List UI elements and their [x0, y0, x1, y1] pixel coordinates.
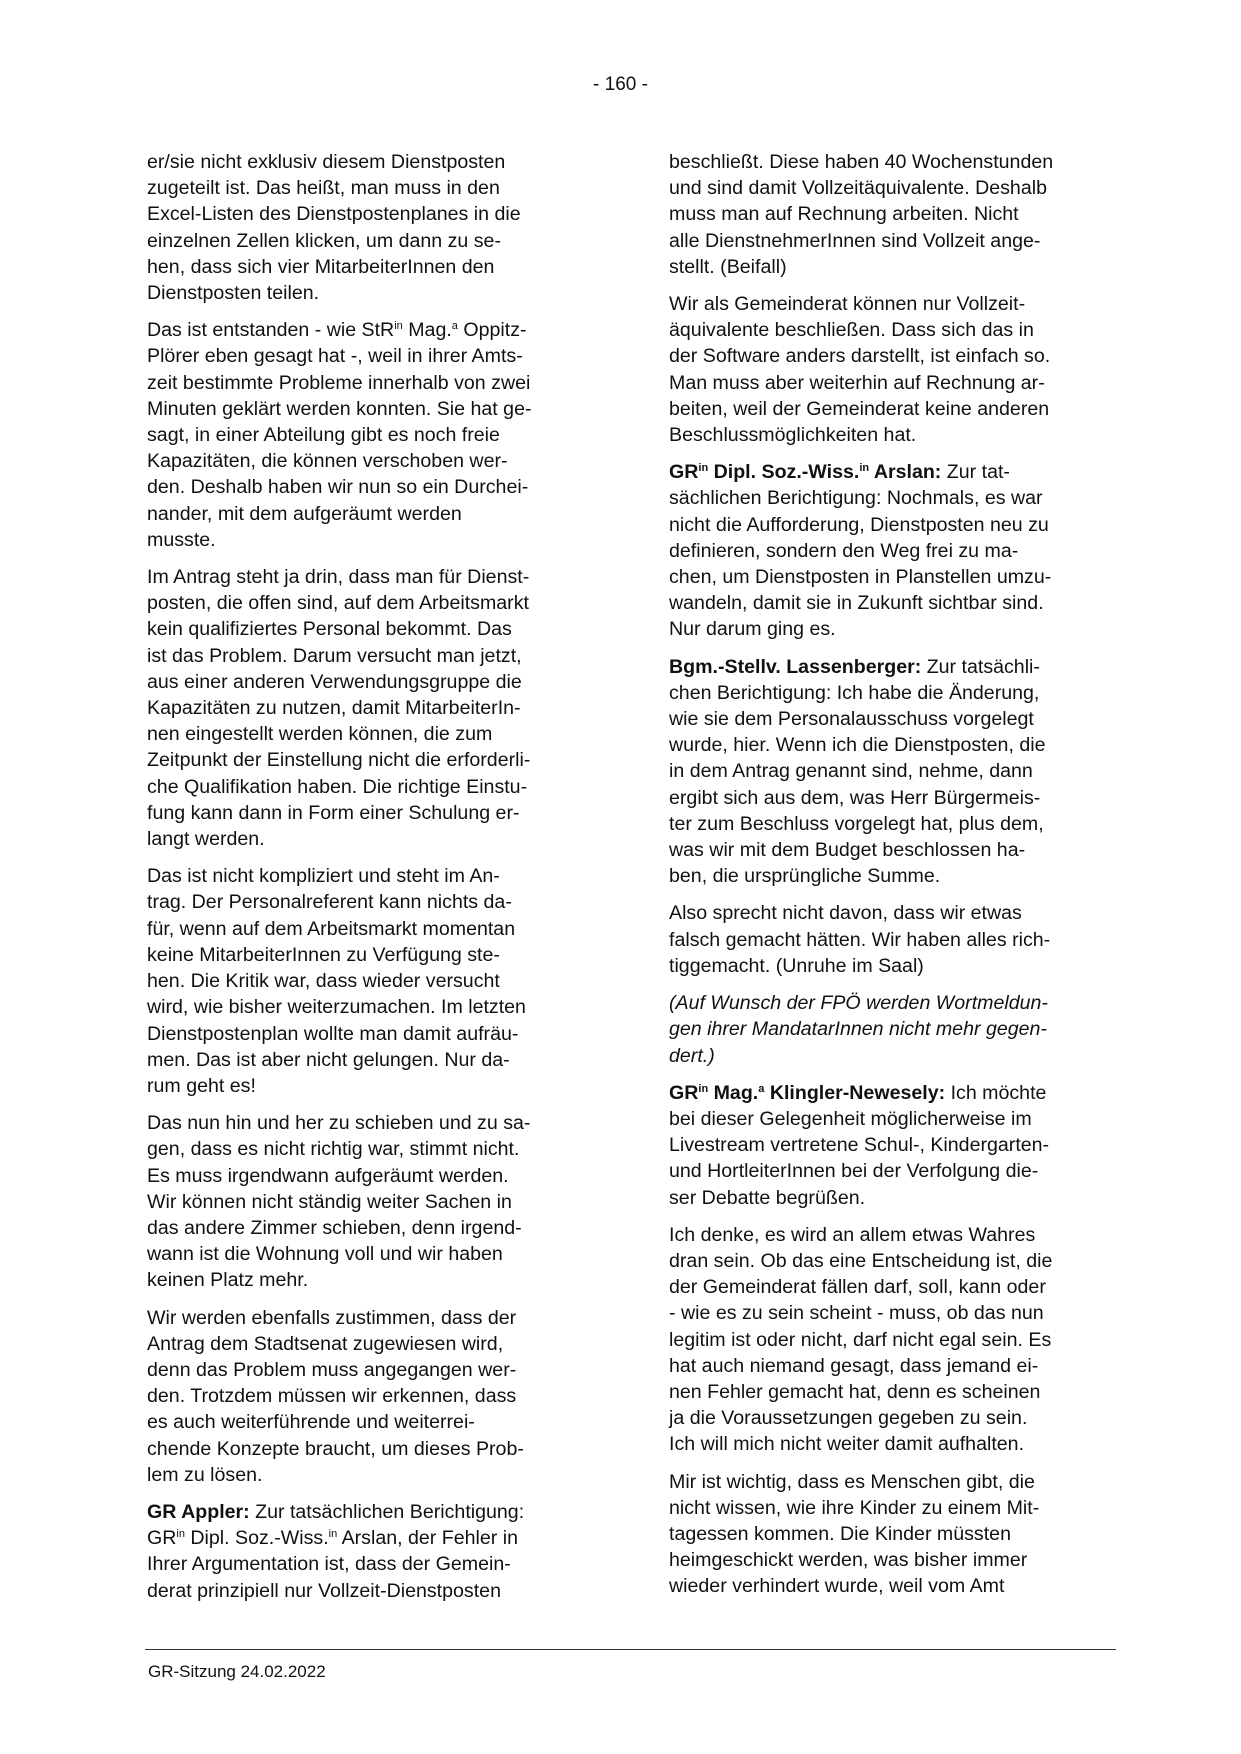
speaker-name: Klingler-Newesely: [764, 1081, 946, 1104]
speaker-name: Dipl. Soz.-Wiss. [708, 461, 860, 484]
paragraph-text: Im Antrag steht ja drin, dass man für Dienst- posten, die offen sind, auf dem Arbeitsmarkt kein qualifiziertes Personal bekommt. Das ist das Problem. Darum versucht man jetzt, aus einer anderen Verwendungsgruppe die Kapazitäten zu nutzen, damit MitarbeiterIn- nen eingestellt werden können, die zum Zeitpunkt der Einstellung nicht die erforderli- che Qualifikation haben. Die richtige Einstu- fung kann dann in Form einer Schulung er- langt werden. [147, 566, 531, 851]
paragraph [147, 1110, 599, 1293]
paragraph-text: (Auf Wunsch der FPÖ werden Wortmeldun- gen ihrer MandatarInnen nicht mehr gegen- dert.) [669, 992, 1048, 1067]
italic-note [669, 990, 1121, 1069]
speech-paragraph [669, 654, 1121, 890]
speaker-name: GR [669, 461, 699, 484]
speaker-name: GR Appler: [147, 1500, 250, 1523]
footer-divider [145, 1649, 1116, 1650]
left-column [147, 149, 599, 1615]
paragraph [147, 317, 599, 553]
superscript: in [176, 1528, 185, 1541]
paragraph [147, 149, 599, 306]
paragraph [669, 149, 1121, 280]
superscript: in [698, 1082, 709, 1095]
paragraph-text: Oppitz- Plörer eben gesagt hat -, weil in ihrer Amts- zeit bestimmte Probleme innerhalb von zwei Minuten geklärt werden konnten. Sie hat ge- sagt, in einer Abteilung gibt es noch freie Kapazitäten, die können verschoben wer- den. Deshalb haben wir nun so ein Durchei- nander, mit dem aufgeräumt werden musste. [147, 319, 532, 551]
paragraph-text: Wir werden ebenfalls zustimmen, dass der Antrag dem Stadtsenat zugewiesen wird, denn das Problem muss angegangen wer- den. Trotzdem müssen wir erkennen, dass es auch weiterführende und weiterrei- chende Konzepte braucht, um dieses Prob- lem zu lösen. [147, 1306, 524, 1486]
paragraph [669, 900, 1121, 979]
paragraph-text: Zur tatsächli- chen Berichtigung: Ich habe die Änderung, wie sie dem Personalausschuss vorgelegt wurde, hier. Wenn ich die Dienstposten, die in dem Antrag genannt sind, nehme, dann ergibt sich aus dem, was Herr Bürgermeis- ter zum Beschluss vorgelegt hat, plus dem, was wir mit dem Budget beschlossen ha- ben, die ursprüngliche Summe. [669, 655, 1046, 888]
paragraph [669, 1222, 1121, 1458]
paragraph-text: Das ist nicht kompliziert und steht im An- trag. Der Personalreferent kann nichts da- für, wenn auf dem Arbeitsmarkt momentan keine MitarbeiterInnen zu Verfügung ste- hen. Die Kritik war, dass wieder versucht wird, wie bisher weiterzumachen. Im letzten Dienstpostenplan wollte man damit aufräu- men. Das ist aber nicht gelungen. Nur da- rum geht es! [147, 865, 526, 1097]
speaker-name: Arslan: [869, 461, 942, 484]
paragraph [669, 291, 1121, 448]
superscript: in [394, 320, 403, 333]
superscript: in [698, 462, 709, 475]
paragraph-text: Mir ist wichtig, dass es Menschen gibt, die nicht wissen, wie ihre Kinder zu einem Mit- tagessen kommen. Die Kinder müssten heimgeschickt werden, was bisher immer wieder verhindert wurde, weil vom Amt [669, 1470, 1040, 1598]
speaker-name: Bgm.-Stellv. Lassenberger: [669, 655, 922, 678]
paragraph-text: Ich denke, es wird an allem etwas Wahres dran sein. Ob das eine Entscheidung ist, die der Gemeinderat fällen darf, soll, kann oder - wie es zu sein scheint - muss, ob das nun legitim ist oder nicht, darf nicht egal sein. Es hat auch niemand gesagt, dass jemand ei- nen Fehler gemacht hat, denn es scheinen ja die Voraussetzungen gegeben zu sein. Ich will mich nicht weiter damit aufhalten. [669, 1223, 1053, 1456]
paragraph-text: Arslan, der Fehler in Ihrer Argumentation ist, dass der Gemein- derat prinzipiell nur Vollzeit-Dienstposten [147, 1527, 519, 1602]
paragraph-text: beschließt. Diese haben 40 Wochenstunden und sind damit Vollzeitäquivalente. Deshalb muss man auf Rechnung arbeiten. Nicht alle DienstnehmerInnen sind Vollzeit ange- stellt. (Beifall) [669, 151, 1054, 278]
paragraph [147, 1305, 599, 1488]
footer-session-date: GR-Sitzung 24.02.2022 [148, 1662, 326, 1681]
paragraph-text: Mag. [402, 319, 452, 342]
paragraph-text: Dipl. Soz.-Wiss. [184, 1527, 329, 1550]
speaker-name: GR [669, 1081, 699, 1104]
paragraph [147, 564, 599, 852]
superscript: a [451, 320, 458, 333]
speech-paragraph [147, 1499, 599, 1604]
paragraph-text: Zur tat- sächlichen Berichtigung: Nochmals, es war nicht die Aufforderung, Dienstposten neu zu definieren, sondern den Weg frei zu ma- chen, um Dienstposten in Planstellen umzu- wandeln, damit sie in Zukunft sichtbar sind. Nur darum ging es. [669, 461, 1052, 641]
paragraph-text: Zur tatsächlichen Berichtigung: GR [147, 1500, 525, 1550]
speaker-name: Mag. [708, 1081, 759, 1104]
right-column [669, 149, 1121, 1611]
speech-paragraph [669, 459, 1121, 642]
superscript: in [859, 462, 870, 475]
paragraph-text: Also sprecht nicht davon, dass wir etwas falsch gemacht hätten. Wir haben alles rich- tiggemacht. (Unruhe im Saal) [669, 902, 1051, 977]
paragraph-text: Das ist entstanden - wie StR [147, 319, 395, 342]
paragraph-text: Ich möchte bei dieser Gelegenheit möglicherweise im Livestream vertretene Schul-, Kindergarten- und HortleiterInnen bei der Verfolgung die- ser Debatte begrüßen. [669, 1081, 1050, 1209]
superscript: a [758, 1082, 765, 1095]
paragraph [147, 863, 599, 1099]
speech-paragraph [669, 1080, 1121, 1211]
superscript: in [328, 1528, 338, 1541]
paragraph-text: Das nun hin und her zu schieben und zu sa- gen, dass es nicht richtig war, stimmt nicht. Es muss irgendwann aufgeräumt werden. Wir können nicht ständig weiter Sachen in das andere Zimmer schieben, denn irgend- wann ist die Wohnung voll und wir haben keinen Platz mehr. [147, 1112, 531, 1292]
page-number: - 160 - [593, 74, 648, 95]
paragraph-text: Wir als Gemeinderat können nur Vollzeit- äquivalente beschließen. Dass sich das in der Software anders darstellt, ist einfach so. Man muss aber weiterhin auf Rechnung ar- beiten, weil der Gemeinderat keine anderen Beschlussmöglichkeiten hat. [669, 293, 1051, 447]
paragraph [669, 1469, 1121, 1600]
paragraph-text: er/sie nicht exklusiv diesem Dienstposten zugeteilt ist. Das heißt, man muss in den Excel-Listen des Dienstpostenplanes in die einzelnen Zellen klicken, um dann zu se- hen, dass sich vier MitarbeiterInnen den Dienstposten teilen. [147, 151, 521, 305]
